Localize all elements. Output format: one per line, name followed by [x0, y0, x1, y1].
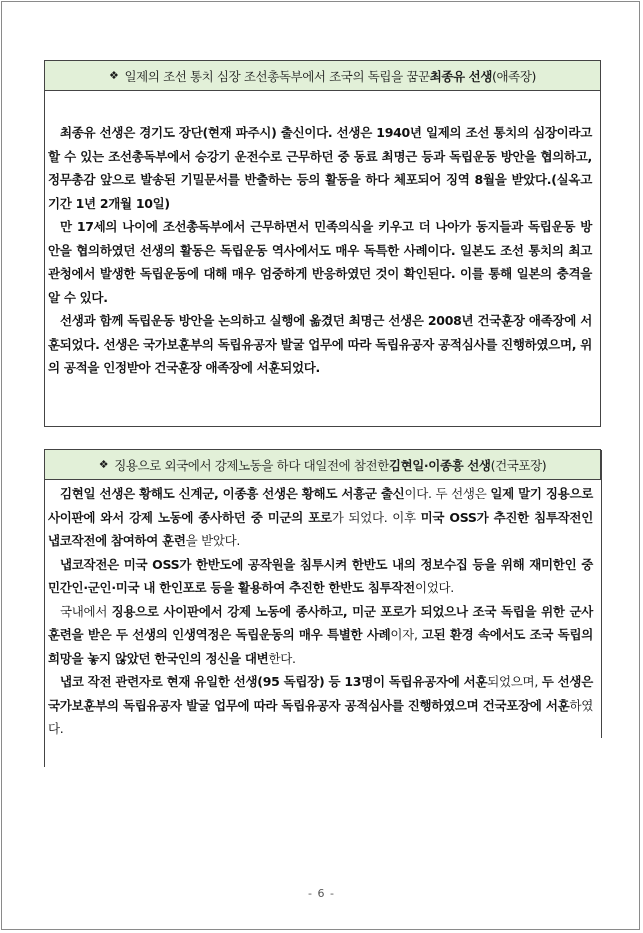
bold-text: 미국 OSS가 추진한 침투작전인 냅코작전에 참여하여 훈련: [48, 509, 593, 548]
text: 을 받았다.: [185, 533, 241, 548]
text: 되었으며,: [487, 674, 542, 689]
text: 이다. 두 선생은: [404, 486, 491, 501]
section-title-text: 일제의 조선 통치 심장 조선총독부에서 조국의 독립을 꿈꾼: [124, 68, 430, 84]
section-title-name: 최종유 선생: [429, 68, 493, 84]
paragraph: [48, 600, 593, 671]
bold-text: 일제 말기 징용으로 사이판에 와서 강제 노동에 종사하던 중 미군의 포로: [48, 486, 593, 525]
section-border: [601, 450, 602, 738]
paragraph: [48, 670, 593, 741]
diamond-bullet-icon: ❖: [109, 69, 119, 82]
text: 한다.: [268, 650, 296, 666]
paragraph: [48, 553, 593, 600]
section-body: [45, 480, 601, 741]
paragraph: 만 17세의 나이에 조선총독부에서 근무하면서 민족의식을 키우고 더 나아가 동지들과 독립운동 방안을 협의하였던 선생의 활동은 독립운동 역사에서도 매우 독특한 사례이다. 일본도 조선 통치의 최고 관청에서 발생한 독립운동에 대해 매우 엄중하게 반응하였던 것이 확인된다. 이를 통해 일본의 충격을 알 수 있다.: [48, 219, 592, 305]
page-number: - 6 -: [308, 887, 335, 900]
paragraph: [48, 482, 593, 553]
text: 하였다.: [48, 697, 593, 736]
section-title-bar: [45, 450, 601, 480]
text: 이자,: [390, 627, 422, 642]
bold-text: 두 선생은 국가보훈부의 독립유공자 발굴 업무에 따라 독립유공자 공적심사를 진행하였으며 건국포장에 서훈: [48, 674, 593, 713]
paragraph: 선생과 함께 독립운동 방안을 논의하고 실행에 옮겼던 최명근 선생은 2008년 건국훈장 애족장에 서훈되었다. 선생은 국가보훈부의 독립유공자 발굴 업무에 따라 독립유공자 공적심사를 진행하였으며, 위의 공적을 인정받아 건국훈장 애족장에 서훈되었다.: [48, 313, 592, 375]
text: 국내에서: [60, 603, 112, 619]
diamond-bullet-icon: ❖: [98, 458, 109, 471]
section-kim-lee: [44, 449, 601, 767]
paragraph: 최종유 선생은 경기도 장단(현재 파주시) 출신이다. 선생은 1940년 일제의 조선 통치의 심장이라고 할 수 있는 조선총독부에서 승강기 운전수로 근무하던 중 동료 최명근 등과 독립운동 방안을 협의하고, 정무총감 앞으로 발송된 기밀문서를 반출하는 등의 활동을 하다 체포되어 징역 8월을 받았다.(실옥고기간 1년 2개월 10일): [48, 125, 592, 211]
section-title-award: (건국포장): [490, 457, 547, 473]
section-title-award: (애족장): [492, 68, 536, 84]
section-title-bar: [45, 61, 600, 91]
bold-text: 냅코 작전 관련자로 현재 유일한 선생(95 독립장) 등 13명이 독립유공자에 서훈: [60, 674, 488, 689]
bold-text: 냅코작전은 미국 OSS가 한반도에 공작원을 침투시켜 한반도 내의 정보수집 등을 위해 재미한인 중 민간인·군인·미국 내 한인포로 등을 활용하여 추진한 한반도 침투작전: [48, 556, 593, 595]
text: 가 되었다. 이후: [331, 509, 421, 525]
section-title-name: 김현일·이종흥 선생: [388, 457, 491, 473]
bold-text: 징용으로 사이판에서 강제 노동에 종사하고, 미군 포로가 되었으나 조국 독립을 위한 군사훈련을 받은 두 선생의 인생역정은 독립운동의 매우 특별한 사례: [48, 603, 594, 642]
section-choi-jongyu: [44, 60, 601, 427]
text: 이었다.: [414, 580, 454, 595]
bold-text: 김현일 선생은 황해도 신계군, 이종흥 선생은 황해도 서흥군 출신: [60, 486, 405, 501]
bold-text: 고된 환경 속에서도 조국 독립의 희망을 놓지 않았던 한국인의 정신을 대변: [48, 627, 593, 666]
section-body: [45, 91, 600, 380]
section-title-text: 징용으로 외국에서 강제노동을 하다 대일전에 참전한: [114, 457, 389, 473]
